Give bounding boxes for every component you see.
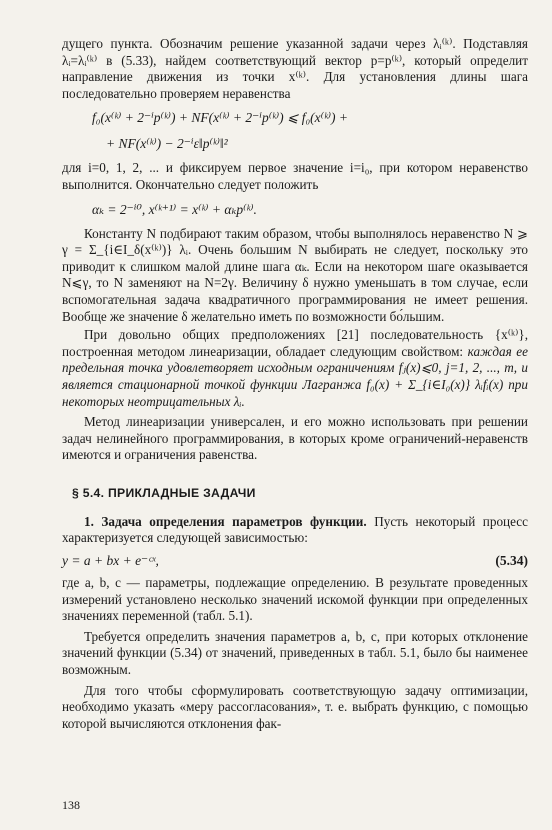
paragraph-6 xyxy=(62,514,528,547)
problem-title: 1. Задача определения параметров функции. xyxy=(84,513,367,529)
paragraph-4 xyxy=(62,327,528,410)
inequality-line-1: f₀(x⁽ᵏ⁾ + 2⁻ⁱp⁽ᵏ⁾) + NF(x⁽ᵏ⁾ + 2⁻ⁱp⁽ᵏ⁾) ⩽ f₀(x⁽ᵏ⁾) + xyxy=(92,110,349,126)
paragraph-1: дущего пункта. Обозначим решение указанной задачи через λᵢ⁽ᵏ⁾. Подставляя λᵢ=λᵢ⁽ᵏ⁾ в (5.33), найдем соответствующий вектор p=p⁽ᵏ⁾, который определит направление движения из точки x⁽ᵏ⁾. Для установления длины шага последовательно проверяем неравенства xyxy=(62,36,528,101)
paragraph-5: Метод линеаризации универсален, и его можно использовать при решении задач нелинейного программирования, в которых кроме ограничений-неравенств имеются и ограничения равенства. xyxy=(62,414,528,463)
step-formula: αₖ = 2⁻ⁱ⁰, x⁽ᵏ⁺¹⁾ = x⁽ᵏ⁾ + αₖp⁽ᵏ⁾. xyxy=(92,201,257,217)
paragraph-8: Требуется определить значения параметров a, b, c, при которых отклонение значений функции (5.34) от значений, приведенных в табл. 5.1, было бы наименее возможным. xyxy=(62,628,528,678)
equation-5-34-body: y = a + bx + e⁻ᶜˣ, xyxy=(62,553,159,569)
page-number: 138 xyxy=(62,798,80,812)
equation-5-34 xyxy=(62,553,528,569)
paragraph-3: Константу N подбирают таким образом, чтобы выполнялось неравенство N ⩾ γ = Σ_{i∈I_δ(x⁽ᵏ⁾)} λᵢ. Очень большим N выбирать не следует, поскольку это приводит к слишком малой длине шага αₖ. Если на некотором шаге оказывается N⩽γ, то N заменяют на N=2γ. Величину δ нужно уменьшать в том случае, если вспомогательная задача квадратичного программирования не имеет решения. Вообще же значение δ желательно иметь по возможности бо́льшим. xyxy=(62,225,528,324)
paragraph-2: для i=0, 1, 2, ... и фиксируем первое значение i=i₀, при котором неравенство выполнится. Окончательно следует положить xyxy=(62,160,528,192)
equation-number: (5.34) xyxy=(495,553,528,569)
page-body xyxy=(62,36,528,732)
paragraph-9: Для того чтобы сформулировать соответствующую задачу оптимизации, необходимо указать «меру рассогласования», т. е. выбрать функцию, с помощью которой вычисляются отклонения фак- xyxy=(62,682,528,731)
section-heading: § 5.4. ПРИКЛАДНЫЕ ЗАДАЧИ xyxy=(72,485,256,500)
paragraph-4-start: При довольно общих предположениях [21] последовательность {x⁽ᵏ⁾}, построенная методом линеаризации, обладает следующим свойством: xyxy=(62,327,528,359)
paragraph-4-italic: каждая ее предельная точка удовлетворяет исходным ограничениям fⱼ(x)⩽0, j=1, 2, ..., m, и является стационарной точкой функции Лагранжа f₀(x) + Σ_{i∈I₀(x)} λᵢfᵢ(x) при некоторых неотрицательных λᵢ. xyxy=(62,343,528,409)
inequality-line-2: + NF(x⁽ᵏ⁾) − 2⁻ⁱε‖p⁽ᵏ⁾‖² xyxy=(106,136,228,152)
paragraph-6-rest: Пусть некоторый процесс характеризуется следующей зависимостью: xyxy=(62,513,528,546)
paragraph-7: где a, b, c — параметры, подлежащие определению. В результате проведенных измерений установлено несколько значений искомой функции при определенных значениях переменной (табл. 5.1). xyxy=(62,575,528,624)
